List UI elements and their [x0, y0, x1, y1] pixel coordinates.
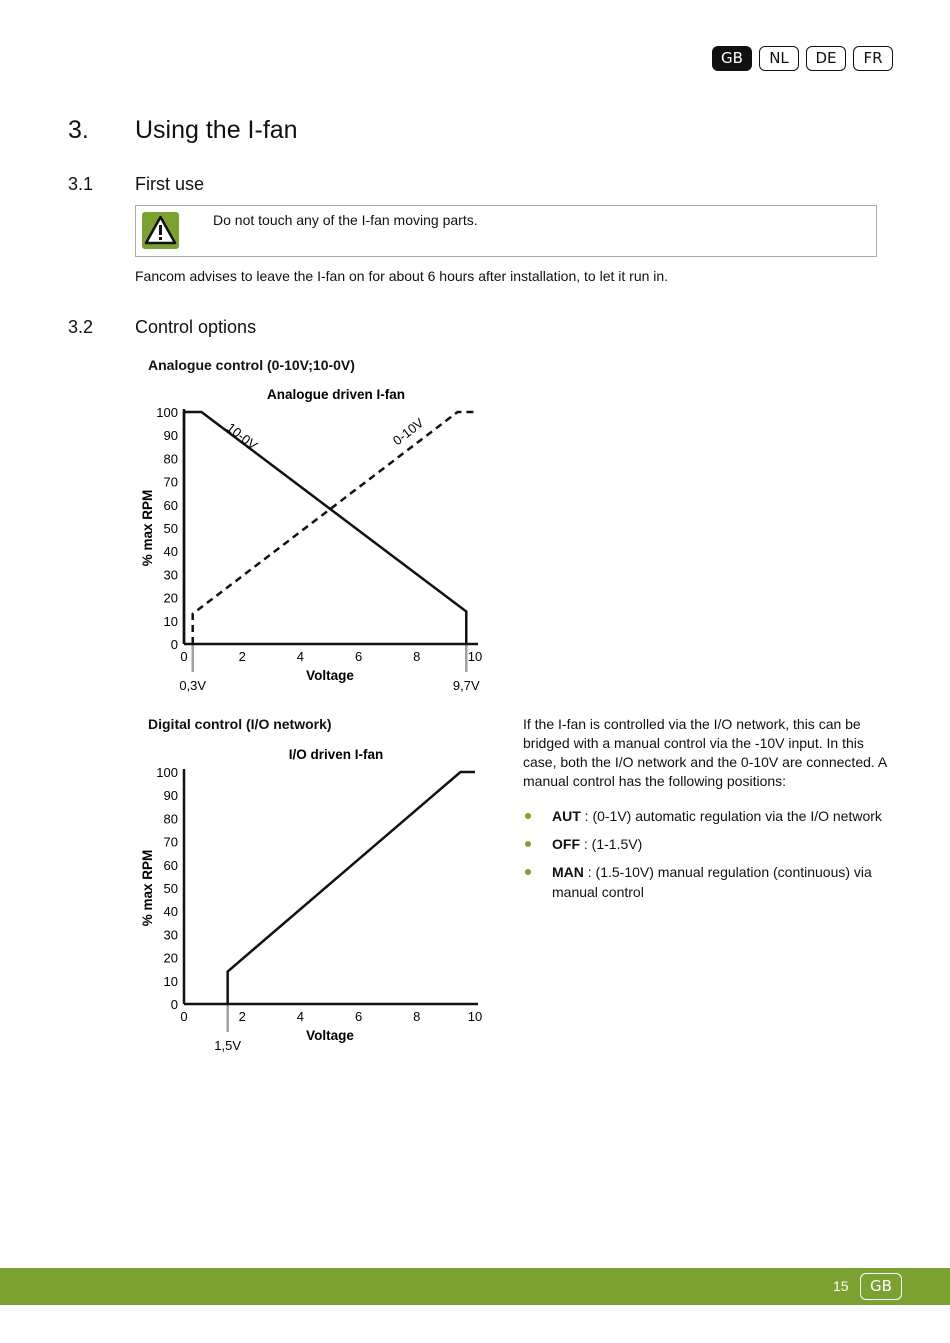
lang-tab-fr[interactable]: FR — [853, 46, 893, 71]
y-tick-label: 0 — [170, 997, 178, 1012]
y-tick-label: 20 — [163, 590, 178, 606]
io-description: If the I-fan is controlled via the I/O network, this can be bridged with a manual control via the -10V input. In this case, both the I/O network and the 0-10V are connected. A manual control has the following positions: — [523, 716, 887, 789]
page-number: 15 — [833, 1278, 849, 1294]
footer-lang-badge: GB — [860, 1273, 902, 1300]
x-tick-label: 8 — [413, 649, 421, 664]
lang-tab-gb[interactable]: GB — [712, 46, 752, 71]
marker-label: 1,5V — [214, 1038, 242, 1053]
y-tick-label: 50 — [163, 881, 178, 896]
lang-tab-nl[interactable]: NL — [759, 46, 799, 71]
analogue-heading: Analogue control (0-10V;10-0V) — [148, 357, 355, 373]
y-tick-label: 100 — [156, 765, 178, 780]
chart-title: I/O driven I-fan — [288, 747, 384, 762]
y-tick-label: 10 — [163, 613, 178, 629]
series-line-2 — [193, 412, 475, 644]
series-label-0-10v: 0-10V — [389, 415, 427, 449]
x-tick-label: 4 — [296, 649, 305, 664]
y-tick-label: 100 — [156, 405, 178, 420]
list-item — [523, 834, 903, 854]
x-tick-label: 0 — [180, 1009, 188, 1024]
bullet-icon — [525, 841, 531, 847]
marker-label: 0,3V — [179, 678, 207, 693]
y-tick-label: 40 — [163, 544, 178, 560]
x-tick-label: 2 — [238, 649, 246, 664]
y-tick-label: 10 — [163, 973, 178, 989]
bullet-icon — [525, 813, 531, 819]
marker-label: 9,7V — [452, 678, 480, 693]
x-axis-label: Voltage — [306, 1028, 354, 1043]
series-line-1 — [228, 772, 475, 1004]
position-desc: : (1.5-10V) manual regulation (continuous) via manual control — [552, 864, 872, 900]
position-desc: : (1-1.5V) — [580, 836, 643, 852]
position-key: AUT — [552, 808, 581, 824]
page-footer — [0, 1268, 950, 1305]
y-tick-label: 50 — [163, 521, 178, 536]
y-axis-label: % max RPM — [140, 849, 155, 927]
warning-box — [135, 205, 877, 257]
y-tick-label: 30 — [163, 567, 178, 583]
y-tick-label: 40 — [163, 904, 178, 920]
section-title: Using the I-fan — [135, 116, 298, 144]
x-tick-label: 4 — [296, 1009, 305, 1024]
x-tick-label: 8 — [413, 1009, 421, 1024]
y-tick-label: 60 — [163, 497, 178, 513]
digital-heading: Digital control (I/O network) — [148, 716, 332, 732]
y-axis-label: % max RPM — [140, 489, 155, 567]
position-key: OFF — [552, 836, 580, 852]
warning-icon — [142, 212, 179, 249]
bullet-icon — [525, 869, 531, 875]
x-tick-label: 6 — [354, 649, 363, 664]
advice-text: Fancom advises to leave the I-fan on for about 6 hours after installation, to let it run in. — [135, 268, 669, 284]
x-tick-label: 10 — [467, 1009, 483, 1024]
list-item — [523, 862, 903, 902]
x-tick-label: 2 — [238, 1009, 246, 1024]
y-tick-label: 90 — [163, 428, 178, 444]
y-tick-label: 90 — [163, 788, 178, 804]
y-tick-label: 70 — [163, 474, 178, 490]
analogue-chart — [130, 380, 500, 700]
x-tick-label: 10 — [467, 649, 483, 664]
subsection-number: 3.1 — [68, 174, 94, 194]
section-number: 3. — [68, 116, 89, 144]
chart-title: Analogue driven I-fan — [266, 387, 406, 402]
y-tick-label: 80 — [163, 451, 178, 467]
x-tick-label: 6 — [354, 1009, 363, 1024]
positions-list — [523, 806, 903, 910]
subsection-title: Control options — [135, 317, 257, 337]
series-label-10-0v: 10-0V — [223, 419, 261, 453]
y-tick-label: 20 — [163, 950, 178, 966]
language-selector — [712, 46, 893, 71]
position-desc: : (0-1V) automatic regulation via the I/O network — [580, 808, 882, 824]
warning-text: Do not touch any of the I-fan moving parts. — [213, 212, 478, 228]
x-axis-label: Voltage — [306, 668, 354, 683]
lang-tab-de[interactable]: DE — [806, 46, 846, 71]
y-tick-label: 60 — [163, 857, 178, 873]
subsection-title: First use — [135, 174, 205, 194]
y-tick-label: 80 — [163, 811, 178, 827]
io-chart — [130, 740, 500, 1060]
y-tick-label: 70 — [163, 834, 178, 850]
series-line-1 — [184, 412, 466, 644]
x-tick-label: 0 — [180, 649, 188, 664]
position-key: MAN — [552, 864, 584, 880]
subsection-number: 3.2 — [68, 317, 94, 337]
y-tick-label: 30 — [163, 927, 178, 943]
y-tick-label: 0 — [170, 637, 178, 652]
list-item — [523, 806, 903, 826]
